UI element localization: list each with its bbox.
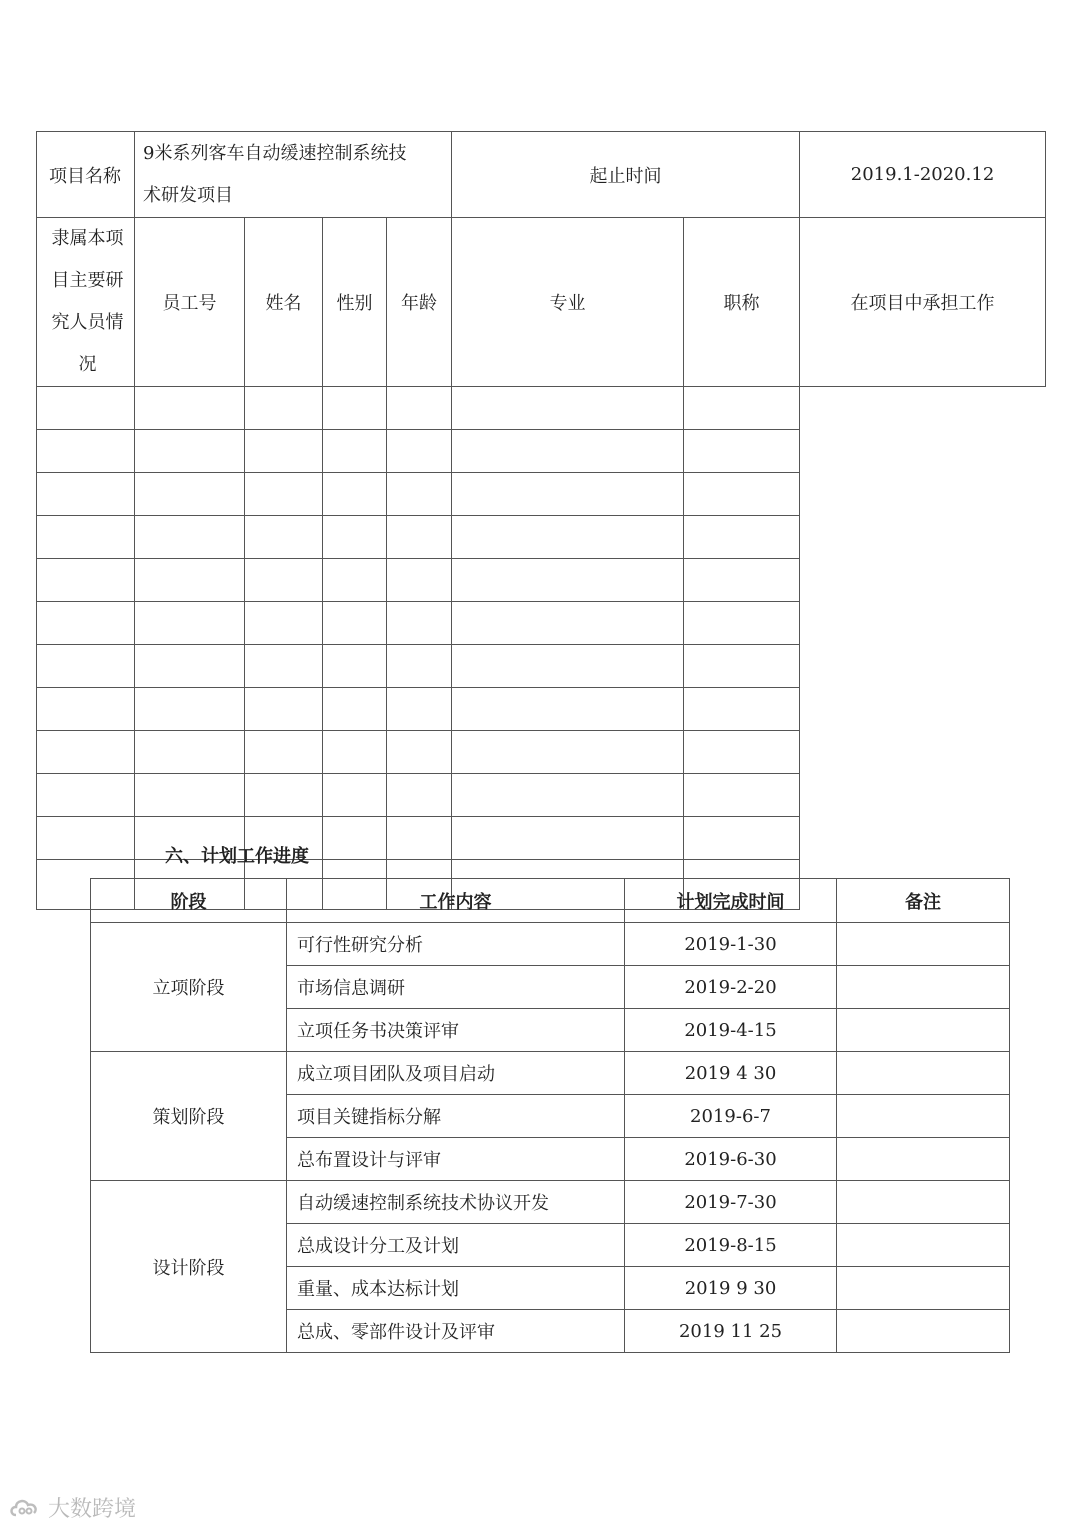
task-note [837, 966, 1010, 1009]
staff-cell [37, 602, 135, 645]
staff-row [37, 645, 1046, 688]
staff-cell [323, 645, 387, 688]
staff-cell [684, 817, 800, 860]
header-role: 在项目中承担工作 [800, 218, 1046, 387]
staff-cell [323, 602, 387, 645]
header-phase: 阶段 [91, 879, 287, 923]
staff-cell [387, 430, 452, 473]
staff-cell [684, 559, 800, 602]
staff-section-label [37, 218, 135, 387]
staff-cell [323, 731, 387, 774]
staff-cell [245, 516, 323, 559]
task-date: 2019-6-7 [625, 1095, 837, 1138]
task-note [837, 1310, 1010, 1353]
project-name-value [135, 132, 452, 218]
staff-cell [323, 774, 387, 817]
staff-cell [387, 516, 452, 559]
staff-cell [452, 516, 684, 559]
staff-cell [452, 473, 684, 516]
header-name: 姓名 [245, 218, 323, 387]
watermark-text: 大数跨境 [48, 1497, 137, 1522]
staff-cell [684, 774, 800, 817]
task-content: 重量、成本达标计划 [287, 1267, 625, 1310]
staff-cell [452, 731, 684, 774]
staff-cell [323, 473, 387, 516]
task-date: 2019 9 30 [625, 1267, 837, 1310]
staff-cell [37, 817, 135, 860]
schedule-heading: 六、计划工作进度 [165, 846, 309, 867]
header-title: 职称 [684, 218, 800, 387]
task-date: 2019-6-30 [625, 1138, 837, 1181]
header-planned-date: 计划完成时间 [625, 879, 837, 923]
staff-row [37, 688, 1046, 731]
task-content: 总成设计分工及计划 [287, 1224, 625, 1267]
staff-cell [135, 731, 245, 774]
task-content: 自动缓速控制系统技术协议开发 [287, 1181, 625, 1224]
staff-cell [323, 430, 387, 473]
staff-cell [135, 516, 245, 559]
staff-cell [387, 688, 452, 731]
project-staff-table [36, 131, 1046, 910]
staff-cell [135, 602, 245, 645]
staff-cell [452, 430, 684, 473]
staff-cell [135, 688, 245, 731]
staff-cell [684, 516, 800, 559]
staff-row [37, 774, 1046, 817]
task-note [837, 1009, 1010, 1052]
staff-cell [245, 559, 323, 602]
schedule-row [91, 1181, 1010, 1224]
task-content: 总成、零部件设计及评审 [287, 1310, 625, 1353]
staff-row [37, 602, 1046, 645]
staff-cell [387, 731, 452, 774]
staff-cell [37, 516, 135, 559]
header-employee-id: 员工号 [135, 218, 245, 387]
staff-cell [135, 473, 245, 516]
staff-cell [684, 645, 800, 688]
task-note [837, 1181, 1010, 1224]
staff-cell [387, 559, 452, 602]
staff-cell [135, 774, 245, 817]
staff-cell [684, 688, 800, 731]
task-content: 总布置设计与评审 [287, 1138, 625, 1181]
staff-cell [452, 602, 684, 645]
schedule-row [91, 923, 1010, 966]
project-name-line-1: 9米系列客车自动缓速控制系统技 [143, 142, 407, 164]
staff-cell [323, 688, 387, 731]
task-date: 2019 11 25 [625, 1310, 837, 1353]
staff-cell [387, 774, 452, 817]
staff-cell [245, 774, 323, 817]
schedule-table [90, 878, 1010, 1353]
task-note [837, 923, 1010, 966]
staff-cell [323, 387, 387, 430]
staff-cell [245, 731, 323, 774]
staff-cell [135, 387, 245, 430]
task-date: 2019-2-20 [625, 966, 837, 1009]
staff-row [37, 430, 1046, 473]
period-label: 起止时间 [452, 132, 800, 218]
staff-row [37, 516, 1046, 559]
staff-cell [387, 645, 452, 688]
staff-row [37, 387, 1046, 430]
staff-cell [135, 430, 245, 473]
staff-cell [37, 731, 135, 774]
staff-cell [684, 602, 800, 645]
staff-cell [37, 774, 135, 817]
task-content: 成立项目团队及项目启动 [287, 1052, 625, 1095]
staff-cell [37, 559, 135, 602]
task-date: 2019-4-15 [625, 1009, 837, 1052]
staff-cell [684, 430, 800, 473]
header-notes: 备注 [837, 879, 1010, 923]
staff-row [37, 473, 1046, 516]
staff-cell [245, 387, 323, 430]
staff-row [37, 731, 1046, 774]
staff-label-line: 究人员情 [51, 312, 124, 333]
header-major: 专业 [452, 218, 684, 387]
project-name-label: 项目名称 [37, 132, 135, 218]
staff-label-line: 况 [78, 354, 97, 375]
staff-cell [387, 387, 452, 430]
schedule-row [91, 1052, 1010, 1095]
staff-cell [245, 473, 323, 516]
staff-cell [452, 817, 684, 860]
header-gender: 性别 [323, 218, 387, 387]
staff-cell [452, 559, 684, 602]
staff-cell [452, 688, 684, 731]
staff-cell [684, 473, 800, 516]
staff-label-line: 目主要研 [51, 270, 124, 291]
staff-label-line: 隶属本项 [51, 228, 124, 249]
staff-cell [245, 430, 323, 473]
task-note [837, 1095, 1010, 1138]
staff-cell [245, 688, 323, 731]
staff-cell [387, 602, 452, 645]
task-content: 市场信息调研 [287, 966, 625, 1009]
task-note [837, 1138, 1010, 1181]
staff-cell [245, 645, 323, 688]
task-content: 可行性研究分析 [287, 923, 625, 966]
task-date: 2019-7-30 [625, 1181, 837, 1224]
staff-cell [135, 645, 245, 688]
staff-cell [37, 430, 135, 473]
task-note [837, 1267, 1010, 1310]
staff-cell [452, 387, 684, 430]
task-content: 项目关键指标分解 [287, 1095, 625, 1138]
staff-cell [684, 387, 800, 430]
staff-cell [37, 645, 135, 688]
staff-cell [684, 731, 800, 774]
cloud-logo-icon [8, 1495, 42, 1521]
phase-cell: 设计阶段 [91, 1181, 287, 1353]
task-date: 2019-1-30 [625, 923, 837, 966]
staff-cell [37, 387, 135, 430]
staff-cell [323, 559, 387, 602]
staff-cell [37, 473, 135, 516]
staff-cell [387, 473, 452, 516]
period-value: 2019.1-2020.12 [800, 132, 1046, 218]
header-age: 年龄 [387, 218, 452, 387]
staff-cell [245, 602, 323, 645]
task-note [837, 1224, 1010, 1267]
staff-cell [387, 817, 452, 860]
watermark [8, 1492, 136, 1523]
staff-cell [452, 774, 684, 817]
phase-cell: 立项阶段 [91, 923, 287, 1052]
staff-cell [323, 516, 387, 559]
phase-cell: 策划阶段 [91, 1052, 287, 1181]
project-name-line-2: 术研发项目 [143, 184, 233, 206]
task-note [837, 1052, 1010, 1095]
task-date: 2019-8-15 [625, 1224, 837, 1267]
header-work-content: 工作内容 [287, 879, 625, 923]
staff-cell [452, 645, 684, 688]
staff-row [37, 559, 1046, 602]
staff-cell [135, 559, 245, 602]
task-content: 立项任务书决策评审 [287, 1009, 625, 1052]
staff-cell [37, 688, 135, 731]
staff-cell [323, 817, 387, 860]
task-date: 2019 4 30 [625, 1052, 837, 1095]
